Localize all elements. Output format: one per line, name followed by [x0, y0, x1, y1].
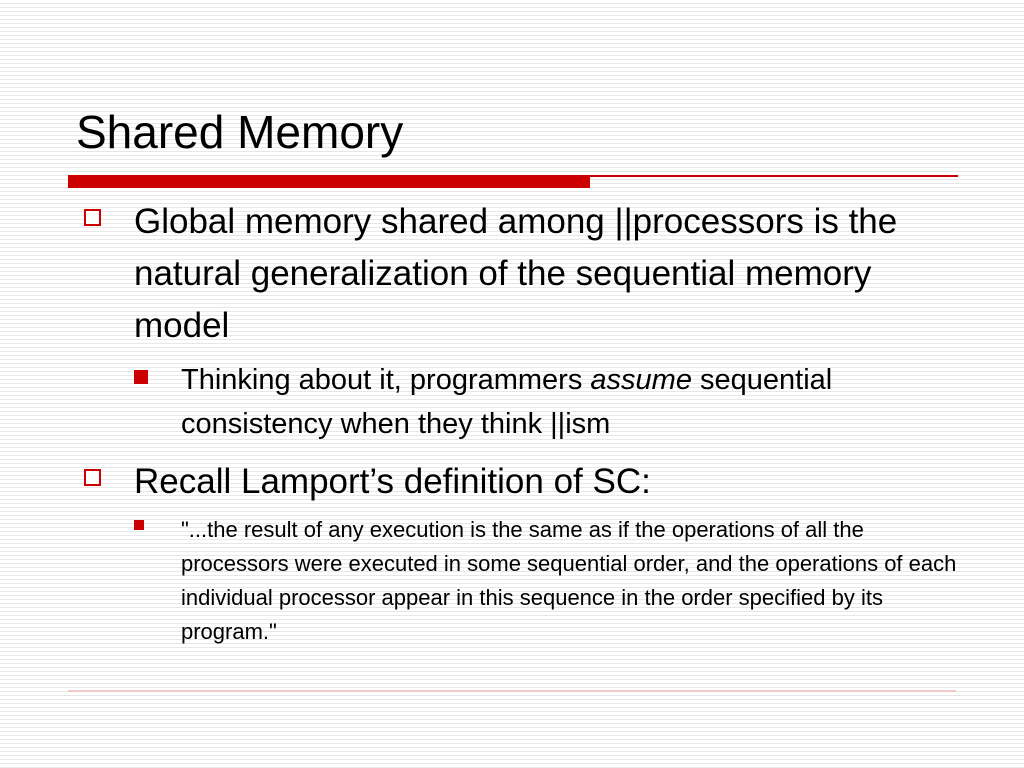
- filled-square-bullet-icon: [134, 370, 148, 384]
- sub-bullet-text: [181, 358, 941, 446]
- sub-bullet-emphasis: assume: [590, 364, 692, 396]
- bullet-text: Recall Lamport’s definition of SC:: [134, 462, 651, 501]
- hollow-square-bullet-icon: [84, 209, 101, 226]
- slide-title: Shared Memory: [76, 106, 404, 158]
- footer-rule: [68, 690, 956, 692]
- filled-square-bullet-icon: [134, 520, 144, 530]
- sub-bullet-text-end: sequential consistency when they think ||ism: [181, 364, 833, 440]
- sub-bullet-text-start: Thinking about it, programmers: [181, 364, 591, 396]
- bullet-text: Global memory shared among ||processors is the natural generalization of the sequential memory model: [134, 202, 898, 345]
- quote-text: "...the result of any execution is the same as if the operations of all the processors were executed in some sequential order, and the operations of each individual processor appear in this sequence in the order specified by its program.": [181, 517, 957, 644]
- hollow-square-bullet-icon: [84, 469, 101, 486]
